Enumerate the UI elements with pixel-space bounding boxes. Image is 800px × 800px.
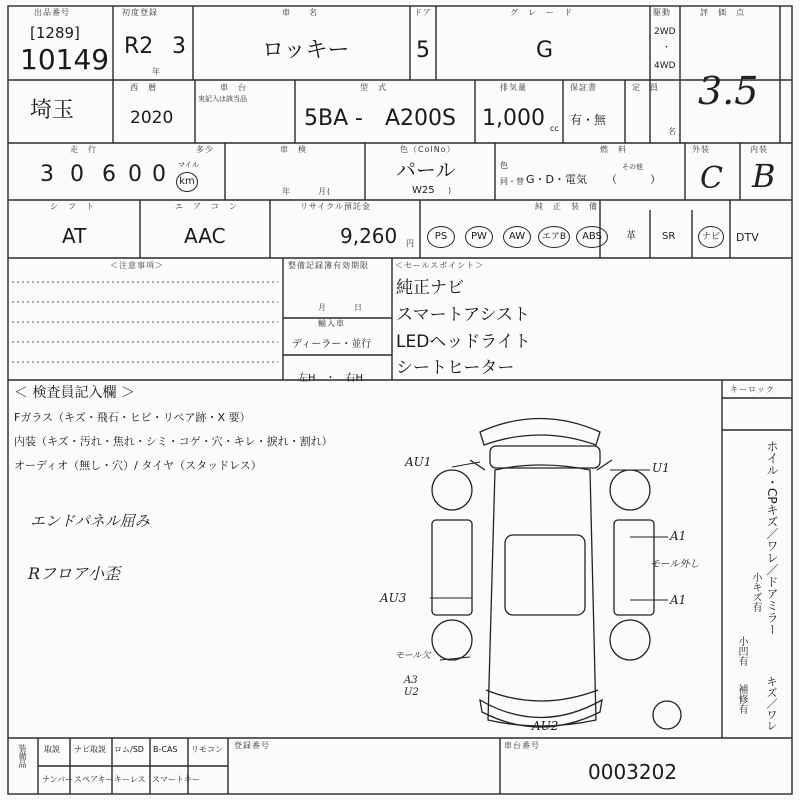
cc-value: 1,000	[482, 106, 545, 131]
fuel-blank: （ ）	[606, 173, 661, 186]
equip-rom: ロム/SD	[114, 745, 144, 754]
color-value: パール	[396, 158, 456, 182]
mileage-d4: 0	[128, 162, 142, 187]
option-ps: PS	[427, 226, 455, 248]
ac-header: エ ア コ ン	[175, 202, 238, 211]
option-pw: PW	[465, 226, 493, 248]
lot-number: 10149	[20, 43, 110, 76]
exterior-value: C	[700, 161, 723, 196]
interior-value: B	[752, 157, 776, 195]
mileage-d1: 3	[40, 162, 54, 187]
handwritten-note-2: Rフロア小歪	[28, 564, 121, 583]
color-code: W25	[412, 185, 435, 196]
score-header: 評 価 点	[700, 8, 745, 17]
option-leather: 革	[626, 231, 636, 242]
equip-navi-manual: ナビ取説	[74, 745, 106, 754]
shift-header: シ フ ト	[50, 202, 95, 211]
mark-u1: U1	[652, 461, 670, 475]
lot-header: 出品番号	[34, 8, 70, 17]
handwritten-note-1: エンドパネル屈み	[30, 512, 150, 530]
equip-remote: リモコン	[191, 745, 223, 754]
inspection-header: 車 検	[280, 145, 307, 154]
fuel-extra: その他	[622, 163, 643, 171]
capacity-suffix: 名	[668, 127, 677, 136]
right-column-main: ホイル・CPキズ／ワレ／ドアミラー	[765, 440, 779, 636]
maint-dealer: ディーラー・並行	[292, 339, 372, 350]
drive-header: 駆動	[653, 8, 671, 17]
score-value: 3.5	[698, 69, 759, 113]
color-side-label: 色	[500, 161, 508, 170]
ac-value: AAC	[184, 224, 226, 248]
inspector-line-glass: Fガラス（キズ・飛石・ヒビ・リペア跡・X 要）	[14, 411, 251, 424]
mark-au1: AU1	[405, 455, 432, 469]
car-diagram	[432, 419, 681, 733]
recycle-header: リサイクル預託金	[300, 202, 371, 211]
option-navi: ナビ	[698, 226, 724, 248]
mileage-header: 走 行	[70, 145, 97, 154]
equip-number: ナンバー	[42, 775, 74, 784]
equip-keyless: キーレス	[114, 775, 146, 784]
vin-note: 実記入は該当品	[198, 95, 247, 103]
mark-au2: AU2	[532, 719, 559, 733]
model-dash: -	[355, 106, 363, 131]
drive-4wd: 4WD	[654, 61, 676, 71]
notes-header: ＜注意事項＞	[110, 261, 164, 270]
mark-au3: AU3	[380, 591, 407, 605]
mileage-unit-km: km	[176, 172, 198, 192]
maint-month-day: 月 日	[318, 303, 363, 312]
option-aw: AW	[503, 226, 531, 248]
capacity-header: 定 員	[632, 83, 659, 92]
inspection-close: )	[448, 186, 453, 195]
lot-code: [1289]	[30, 24, 80, 42]
maint-handle: 左H ・ 右H	[298, 373, 364, 384]
keylock-header: キーロック	[730, 385, 775, 394]
mark-mould-missing: モール欠	[395, 651, 431, 661]
inspector-line-interior: 内装（キズ・汚れ・焦れ・シミ・コゲ・穴・キレ・捩れ・割れ）	[14, 435, 333, 448]
mileage-d2: 0	[70, 162, 84, 187]
mark-mould-off: モール外し	[650, 559, 700, 570]
warranty-header: 保証書	[570, 83, 597, 92]
equip-bcas: B-CAS	[153, 745, 178, 754]
shift-value: AT	[62, 224, 87, 248]
color-header: 色（ColNo）	[400, 145, 456, 154]
recycle-value: 9,260	[340, 224, 398, 248]
equip-manual: 取説	[44, 745, 60, 754]
fuel-value: G・D・電気	[526, 173, 587, 186]
inspector-header: ＜ 検査員記入欄 ＞	[14, 385, 135, 401]
mark-a3: A3	[404, 675, 418, 686]
equip-label: 装備品	[18, 744, 27, 768]
right-column-small-dent: 小凹有	[736, 636, 747, 666]
options-header: 純 正 装 備	[535, 202, 598, 211]
car-name-header: 車 名	[282, 8, 318, 17]
mark-a1-bottom: A1	[670, 593, 687, 607]
first-reg-era: R2	[124, 34, 154, 59]
warranty-value: 有・無	[570, 113, 607, 127]
model-value: A200S	[385, 106, 457, 131]
cc-unit: cc	[550, 124, 559, 133]
interior-header: 内装	[750, 145, 768, 154]
maint-header: 整備記録簿有効期限	[288, 261, 369, 270]
sales-header: ＜セールスポイント＞	[395, 261, 485, 270]
vin-header: 車 台	[220, 83, 247, 92]
equip-smart-key: スマートキー	[152, 775, 200, 784]
drive-sep: ・	[662, 43, 672, 53]
first-reg-year: 3	[172, 34, 186, 59]
doors-header: ドア	[414, 8, 432, 17]
model-prefix: 5BA	[304, 106, 349, 131]
equip-spare-key: スペアキー	[74, 775, 114, 784]
fuel-header: 燃 料	[600, 145, 627, 154]
doors-value: 5	[416, 38, 430, 63]
mileage-unit-mile: マイル	[178, 161, 199, 169]
sales-point-4: シートヒーター	[396, 358, 515, 378]
car-name: ロッキー	[262, 38, 350, 63]
right-column-repaired: 補修有	[736, 684, 747, 714]
right-column-crack: キズ／ワレ	[765, 676, 778, 731]
model-header: 型 式	[360, 83, 387, 92]
recycle-unit: 円	[406, 239, 414, 248]
option-abs: ABS	[576, 226, 608, 248]
grade-value: G	[536, 38, 554, 63]
grade-header: グ レ ー ド	[510, 8, 573, 17]
year-header: 西 暦	[130, 83, 157, 92]
cc-header: 排気量	[500, 83, 527, 92]
prefecture: 埼玉	[30, 98, 75, 123]
maint-sub: 輸入車	[318, 319, 345, 328]
sales-point-1: 純正ナビ	[396, 278, 464, 298]
option-airbag: エアB	[538, 226, 570, 248]
option-dtv: DTV	[736, 231, 759, 244]
mileage-d3: 6	[102, 162, 116, 187]
drive-2wd: 2WD	[654, 27, 676, 37]
color-options: 同・替	[500, 177, 524, 186]
mark-u2: U2	[404, 687, 419, 698]
sales-point-3: LEDヘッドライト	[396, 332, 531, 352]
year-value: 2020	[130, 108, 174, 128]
sales-point-2: スマートアシスト	[396, 305, 530, 325]
exterior-header: 外装	[692, 145, 710, 154]
first-reg-header: 初度登録	[122, 8, 158, 17]
chassis-number: 0003202	[588, 760, 678, 784]
right-column-small-scratch: 小キズ有	[750, 572, 761, 612]
reg-no-header: 登録番号	[234, 741, 270, 750]
first-reg-suffix: 年	[152, 67, 161, 76]
inspector-line-audio: オーディオ（無し・穴）/ タイヤ（スタッドレス）	[14, 459, 262, 472]
mark-a1-top: A1	[670, 529, 687, 543]
chassis-no-header: 車台番号	[504, 741, 540, 750]
mileage-d5: 0	[152, 162, 166, 187]
mileage-sub: 多少	[196, 145, 214, 154]
option-sr: SR	[662, 231, 676, 242]
inspection-ym: 年 月(	[282, 187, 332, 196]
